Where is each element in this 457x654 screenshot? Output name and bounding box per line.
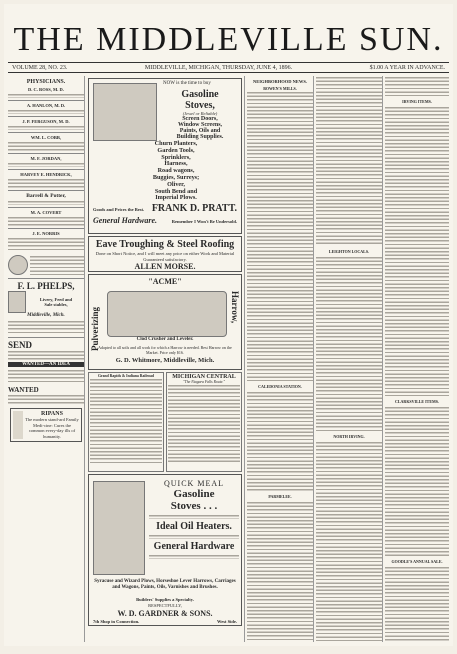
pratt-item-paints: Paints, Oils and xyxy=(179,128,221,134)
irving-heading: IRVING ITEMS. xyxy=(402,99,432,104)
pratt-more-0: Churn Planters, xyxy=(154,140,198,147)
wanted-idea-heading: WANTED—AN IDEA xyxy=(8,362,84,367)
pratt-more-7: South Bend and xyxy=(154,187,198,195)
column-neighborhood-news xyxy=(247,76,314,642)
ql-foot: 7th Shop in Connection. xyxy=(93,619,140,624)
ql-foot2: West Side. xyxy=(216,619,237,624)
column-advertisements xyxy=(86,76,245,642)
leighton-heading: LEIGHTON LOCALS. xyxy=(328,249,370,254)
card-8: M. A. COVERT xyxy=(8,210,84,226)
pratt-item-stoves: Stoves, xyxy=(185,100,215,111)
acme-pulverizing: Pulverizing xyxy=(90,307,100,351)
news-body-1 xyxy=(247,91,313,381)
news-body-9 xyxy=(385,406,449,556)
pratt-more-5: Buggies, Surreys; xyxy=(152,173,200,181)
acme-note: Adapted to all soils and all work for which a Harrow is needed. Best Harrow on the Market. Price only $16. xyxy=(98,345,232,355)
mc-sub: "The Niagara Falls Route." xyxy=(182,380,225,384)
card-6: HARVEY E. HENDRICK, xyxy=(8,172,84,188)
phelps-name: F. L. PHELPS, xyxy=(17,281,75,291)
subscription-price: $1.00 A YEAR IN ADVANCE. xyxy=(369,65,445,71)
phelps-city: Middleville, Mich. xyxy=(27,313,65,318)
pratt-item-building: Building Supplies. xyxy=(176,134,224,140)
acme-harrow-ad xyxy=(88,274,242,370)
horse-seal-icon xyxy=(8,255,28,275)
pratt-more-3: Harness, xyxy=(164,160,188,168)
pratt-item-jewel: (Jewel or Reliable) xyxy=(182,111,218,116)
grand-rapids-timetable xyxy=(88,372,164,472)
place-date: MIDDLEVILLE, MICHIGAN, THURSDAY, JUNE 4, 1896. xyxy=(144,65,293,71)
ql-ideal: Ideal Oil Heaters. xyxy=(156,521,232,532)
pratt-ad xyxy=(88,78,242,234)
morse-name: ALLEN MORSE. xyxy=(134,262,196,271)
ql-syracuse: Syracuse and Wizard Plows, Horseshoe Lever Harrows, Carriages and Wagons, Paints, Oils, Varnishes and Brushes. xyxy=(94,579,236,590)
ql-general-hardware: General Hardware xyxy=(153,541,235,552)
mc-title: MICHIGAN CENTRAL xyxy=(172,374,236,380)
goodles-sale-heading: GOODLE'S ANNUAL SALE. xyxy=(391,559,443,564)
news-body-3 xyxy=(247,501,313,642)
news-body-8 xyxy=(385,106,449,396)
michigan-central-timetable xyxy=(166,372,242,472)
pratt-more-6: Oliver, xyxy=(167,180,185,188)
clarksville-heading: CLARKSVILLE ITEMS. xyxy=(394,399,439,404)
column-professional-cards xyxy=(8,76,85,642)
news-body-6 xyxy=(316,441,382,641)
pratt-more-8: Imperial Plows. xyxy=(155,194,197,202)
horse-head-icon xyxy=(8,291,26,313)
news-body-10 xyxy=(385,566,449,642)
ripans-ad xyxy=(10,408,82,442)
pratt-general-hardware: General Hardware. xyxy=(93,216,157,225)
acme-harrow: Harrow, xyxy=(230,291,240,324)
column-local-news xyxy=(316,76,383,642)
harrow-illustration xyxy=(107,291,227,337)
caledonia-heading: CALEDONIA STATION. xyxy=(258,384,302,389)
news-body-4 xyxy=(316,76,382,246)
morse-ad xyxy=(88,236,242,272)
pratt-now: NOW is the time to buy xyxy=(163,81,211,86)
send-heading: SEND xyxy=(8,340,33,350)
phelps-line-2: Sale stables, xyxy=(44,302,68,307)
physicians-heading: PHYSICIANS. xyxy=(26,79,66,85)
morse-title: Eave Troughing & Steel Roofing xyxy=(95,239,235,250)
pratt-more-4: Road wagons, xyxy=(157,167,195,175)
ql-name: W. D. GARDNER & SONS. xyxy=(117,609,213,618)
pratt-name: FRANK D. PRATT. xyxy=(151,203,237,214)
ql-respectfully: RESPECTFULLY, xyxy=(148,603,182,608)
ripans-title: RIPANS xyxy=(41,411,63,417)
stove-cabinet-illustration xyxy=(93,481,145,575)
volume-number: VOLUME 28, NO. 23. xyxy=(12,65,68,71)
stove-illustration xyxy=(93,83,157,141)
wanted-heading: WANTED xyxy=(8,386,39,394)
ql-quick: QUICK MEAL xyxy=(164,479,224,488)
pratt-more-1: Garden Tools, xyxy=(157,146,195,154)
column-irving-items xyxy=(385,76,449,642)
acme-title: "ACME" xyxy=(148,277,182,286)
pratt-remember: Remember I Won't Be Undersold. xyxy=(171,219,237,224)
card-5: M. F. JORDAN, xyxy=(8,156,84,167)
phelps-line-1: Livery, Feed and xyxy=(39,297,73,302)
morse-sub: Done on Short Notice, and I will meet any price on either Work and Material Guaranteed satisfactory. xyxy=(95,251,235,262)
news-body-5 xyxy=(316,256,382,431)
pratt-goods: Goods and Prices the Best. xyxy=(93,207,145,212)
ql-gasoline: Gasoline xyxy=(173,488,215,500)
pratt-item-screen-doors: Screen Doors, xyxy=(182,116,218,122)
gardner-ad xyxy=(88,474,242,626)
parmelee-heading: PARMELEE. xyxy=(268,494,292,499)
card-3: J. P. FERGUSON, M. D. xyxy=(8,119,84,130)
acme-dealer: G. D. Whitmore, Middleville, Mich. xyxy=(115,357,215,364)
news-body-2 xyxy=(247,391,313,491)
neighborhood-heading: NEIGHBORHOOD NEWS. xyxy=(252,79,307,84)
ripans-text: The modern stand-ard Family Medi-cine: Cures the common every-day ills of humanity. xyxy=(25,417,79,439)
masthead-title: THE MIDDLEVILLE SUN. xyxy=(13,21,444,58)
ripans-side-strip xyxy=(13,411,23,439)
ql-stoves: Stoves . . . xyxy=(170,500,218,512)
pratt-item-gasoline: Gasoline xyxy=(181,89,219,100)
pratt-more-2: Sprinklers, xyxy=(161,153,191,161)
card-9: J. E. NORRIS xyxy=(8,231,84,252)
card-1: D. C. ROSS, M. D. xyxy=(8,87,84,98)
dateline-bar xyxy=(8,62,449,73)
gr-title: Grand Rapids & Indiana Railroad xyxy=(97,374,155,378)
card-2: A. HANLON, M. D. xyxy=(8,103,84,114)
card-7: Barrell & Potter, xyxy=(8,193,84,205)
pratt-item-window-screens: Window Screens, xyxy=(177,122,223,128)
card-4: WM. L. COBB, xyxy=(8,135,84,151)
news-body-7 xyxy=(385,76,449,96)
acme-clod: Clod Crusher and Leveler. xyxy=(136,337,194,342)
newspaper-page xyxy=(4,4,453,646)
north-irving-heading: NORTH IRVING. xyxy=(333,434,365,439)
ql-builders: Builders' Supplies a Specialty. xyxy=(136,597,194,602)
bowens-mills-heading: BOWEN'S MILLS. xyxy=(263,86,297,91)
